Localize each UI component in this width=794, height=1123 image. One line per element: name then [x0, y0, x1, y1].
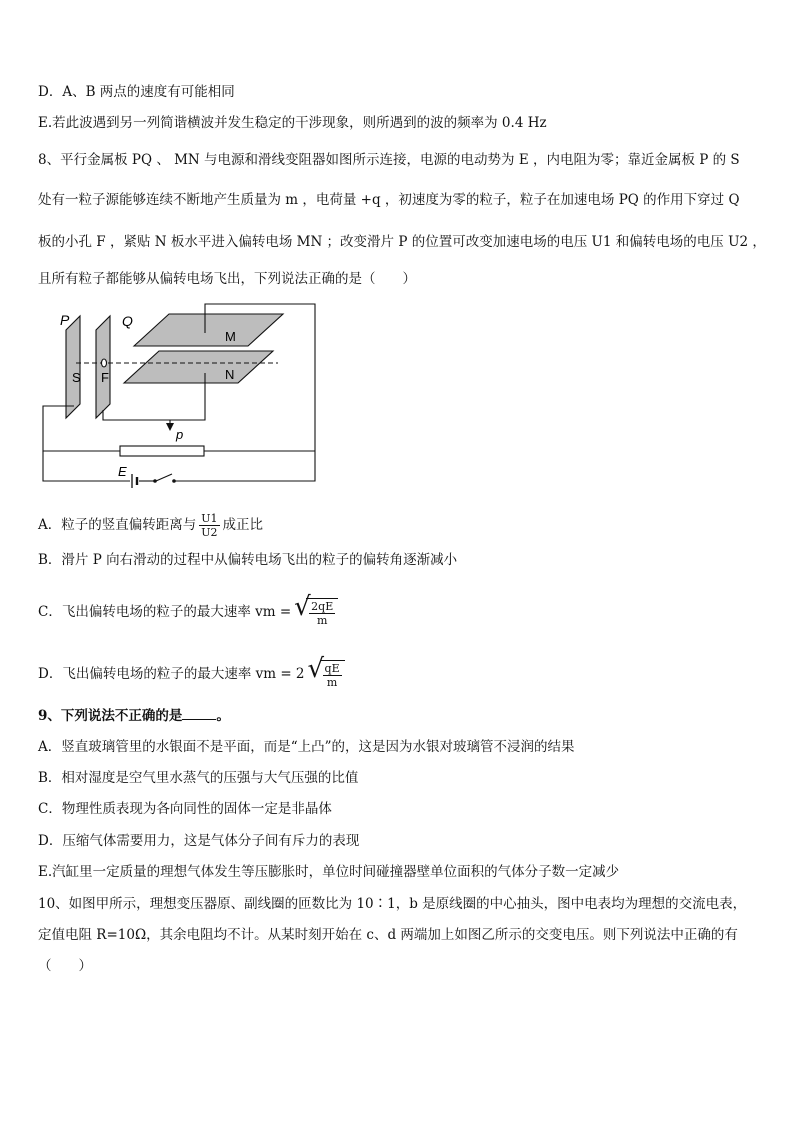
plate-m: [134, 314, 283, 346]
hole-f: [102, 359, 107, 367]
plate-p: [66, 316, 80, 418]
label-n: N: [225, 367, 235, 382]
q8-option-d: [38, 654, 345, 689]
label-f: F: [101, 370, 109, 385]
circuit-diagram: [38, 303, 320, 495]
rheostat: [120, 446, 204, 456]
q8-option-a-post: 成正比: [222, 517, 264, 533]
fraction-denominator: m: [326, 676, 338, 689]
q9-stem-text: 9、下列说法不正确的是: [38, 708, 183, 724]
q8-stem-line-1: 8、平行金属板 PQ 、 MN 与电源和滑线变阻器如图所示连接，电源的电动势为 E ，内电阻为零；靠近金属板 P 的 S: [38, 152, 740, 168]
wire-battery-left: [43, 451, 130, 481]
q10-stem-line-3: （ ）: [38, 958, 92, 974]
fraction-denominator: m: [316, 614, 328, 627]
q7-option-d: D．A、B 两点的速度有可能相同: [38, 84, 235, 100]
label-p-plate: P: [60, 312, 70, 328]
q9-option-b: B．相对湿度是空气里水蒸气的压强与大气压强的比值: [38, 770, 359, 786]
wire-p-left: [43, 406, 120, 451]
q9-stem-end: 。: [216, 708, 230, 724]
q9-option-d: D．压缩气体需要用力，这是气体分子间有斥力的表现: [38, 833, 360, 849]
q8-option-a: [38, 512, 263, 539]
plate-n: [124, 351, 273, 383]
q8-stem-line-4: 且所有粒子都能够从偏转电场飞出，下列说法正确的是（ ）: [38, 271, 416, 287]
q8-option-d-pre: D．飞出偏转电场的粒子的最大速率 vm = 2: [38, 666, 305, 682]
label-q-plate: Q: [122, 313, 133, 329]
wire-q: [103, 410, 170, 420]
q8-stem-line-2: 处有一粒子源能够连续不断地产生质量为 m ，电荷量 +q ，初速度为零的粒子，粒子在加速电场 PQ 的作用下穿过 Q: [38, 192, 740, 208]
q10-stem-line-2: 定值电阻 R=10Ω，其余电阻均不计。从某时刻开始在 c、d 两端加上如图乙所示的交变电压。则下列说法中正确的有: [38, 927, 738, 943]
slider-arrow: [166, 423, 174, 431]
sqrt-2qe-m: √ $\frac{2qE}{m}$: [294, 598, 338, 627]
label-slider-p: p: [176, 427, 184, 442]
q8-stem-line-3: 板的小孔 F ，紧贴 N 板水平进入偏转电场 MN ；改变滑片 P 的位置可改变加速电场的电压 U1 和偏转电场的电压 U2 ，: [38, 234, 766, 250]
label-s: S: [72, 370, 81, 385]
q9-option-c: C．物理性质表现为各向同性的固体一定是非晶体: [38, 801, 332, 817]
sqrt-qe-m: √ $\frac{qE}{m}$: [308, 660, 345, 689]
fraction-denominator: U2: [201, 526, 218, 539]
q8-option-c-pre: C．飞出偏转电场的粒子的最大速率 vm =: [38, 604, 292, 620]
q9-stem: [38, 707, 230, 725]
fraction-numerator: qE: [324, 662, 340, 675]
fraction-numerator: 2qE: [311, 600, 334, 613]
answer-blank: [182, 707, 216, 720]
fraction-u1-u2: [199, 512, 219, 539]
switch-blade: [156, 474, 172, 481]
label-e: E: [118, 464, 127, 479]
fraction-numerator: U1: [201, 512, 218, 525]
q9-option-e: E.汽缸里一定质量的理想气体发生等压膨胀时，单位时间碰撞器壁单位面积的气体分子数一定减少: [38, 864, 620, 880]
q10-stem-line-1: 10、如图甲所示，理想变压器原、副线圈的匝数比为 10∶1，b 是原线圈的中心抽头，图中电表均为理想的交流电表，: [38, 896, 747, 912]
q8-option-c: [38, 592, 338, 627]
q9-option-a: A．竖直玻璃管里的水银面不是平面，而是“上凸”的，这是因为水银对玻璃管不浸润的结果: [38, 739, 575, 755]
q7-option-e: E.若此波遇到另一列简谐横波并发生稳定的干涉现象，则所遇到的波的频率为 0.4 Hz: [38, 115, 547, 131]
q8-option-b: B．滑片 P 向右滑动的过程中从偏转电场飞出的粒子的偏转角逐渐减小: [38, 552, 458, 568]
q8-option-a-pre: A．粒子的竖直偏转距离与: [38, 517, 197, 533]
label-m: M: [225, 329, 236, 344]
